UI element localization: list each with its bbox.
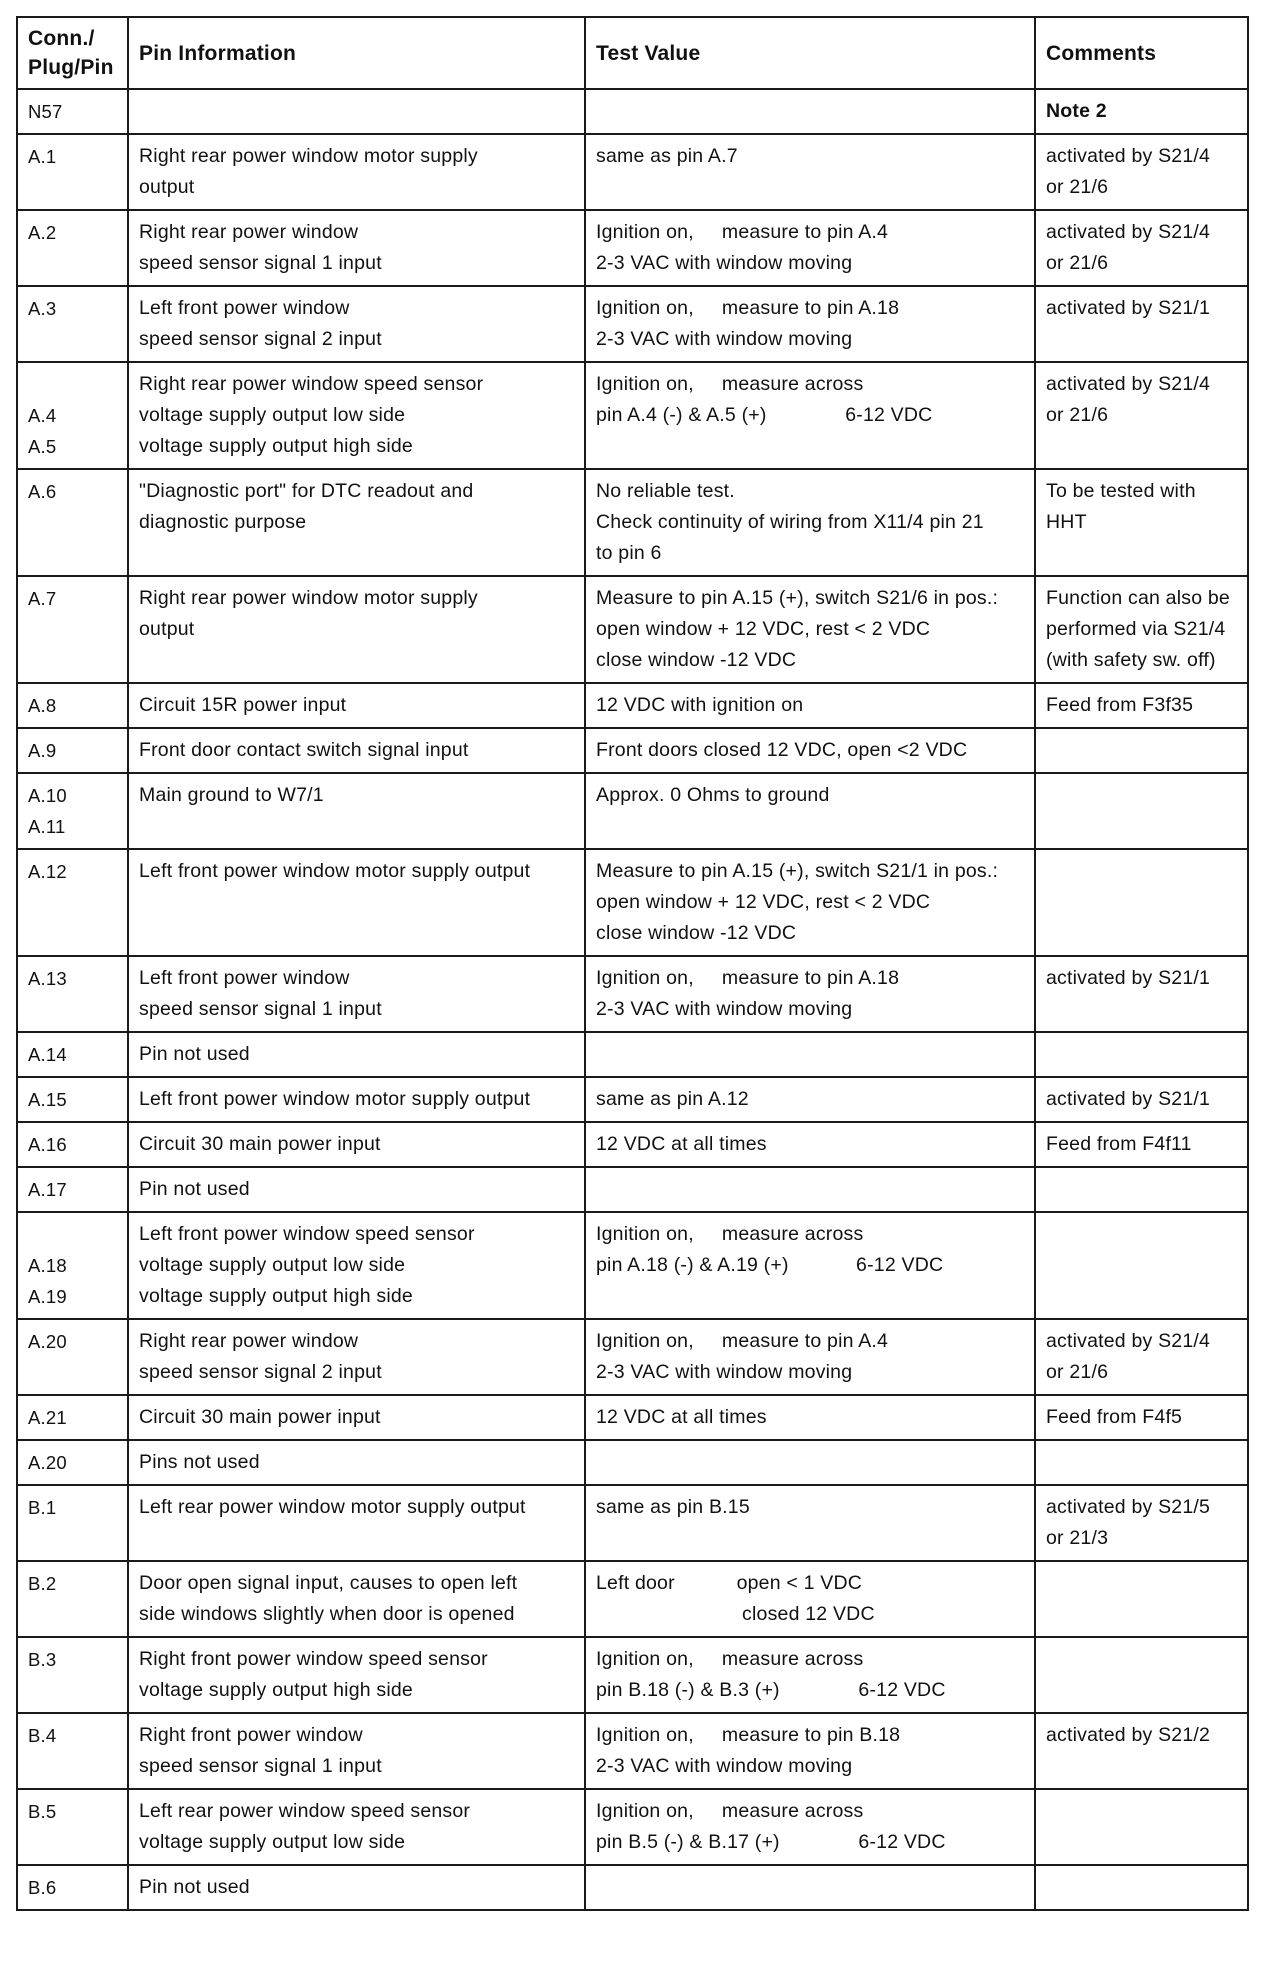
cell-comments (1035, 469, 1248, 576)
cell-comments (1035, 1713, 1248, 1789)
cell-test-value (585, 1865, 1035, 1910)
table-row (17, 134, 1248, 210)
cell-conn-text: A.8 (28, 695, 57, 716)
cell-comments (1035, 1485, 1248, 1561)
cell-comments-text (1046, 739, 1052, 761)
cell-comments (1035, 1032, 1248, 1077)
cell-conn-text: A.9 (28, 740, 57, 761)
cell-comments-text (1046, 1451, 1052, 1473)
table-row (17, 728, 1248, 773)
cell-pin-information (128, 956, 585, 1032)
cell-conn-text: A.16 (28, 1134, 67, 1155)
cell-pin-information (128, 683, 585, 728)
cell-conn (17, 89, 128, 134)
cell-pin-information (128, 1789, 585, 1865)
cell-conn (17, 1865, 128, 1910)
cell-comments (1035, 849, 1248, 956)
cell-comments-text: Feed from F4f11 (1046, 1133, 1192, 1155)
cell-comments-text (1046, 1572, 1052, 1594)
cell-pin-information-text: Front door contact switch signal input (139, 739, 469, 761)
cell-test-value (585, 1637, 1035, 1713)
cell-test-value (585, 286, 1035, 362)
cell-conn (17, 576, 128, 683)
cell-conn-text: A.7 (28, 588, 57, 609)
cell-test-value-text (596, 1043, 602, 1065)
table-row (17, 1319, 1248, 1395)
cell-test-value (585, 956, 1035, 1032)
table-row (17, 1032, 1248, 1077)
pin-assignment-table (16, 16, 1249, 1911)
table-row (17, 1212, 1248, 1319)
cell-pin-information (128, 1485, 585, 1561)
cell-comments-text: activated by S21/4 or 21/6 (1046, 221, 1211, 274)
cell-conn (17, 1440, 128, 1485)
cell-pin-information-text (139, 100, 145, 122)
cell-conn-text: A.3 (28, 298, 57, 319)
cell-comments (1035, 1637, 1248, 1713)
cell-pin-information (128, 1395, 585, 1440)
cell-conn-text: A.20 (28, 1452, 67, 1473)
cell-test-value-text: Measure to pin A.15 (+), switch S21/6 in pos.: open window + 12 VDC, rest < 2 VDC close window -12 VDC (596, 587, 999, 671)
cell-pin-information-text: Right rear power window motor supply output (139, 587, 478, 640)
cell-test-value-text: 12 VDC at all times (596, 1406, 767, 1428)
cell-conn-text: B.4 (28, 1725, 57, 1746)
pin-assignment-document (16, 16, 1249, 1911)
cell-pin-information-text: Circuit 30 main power input (139, 1133, 381, 1155)
cell-test-value (585, 1713, 1035, 1789)
cell-comments-text: activated by S21/1 (1046, 1088, 1211, 1110)
cell-comments (1035, 1212, 1248, 1319)
table-row (17, 773, 1248, 849)
table-header-row (17, 17, 1248, 89)
cell-test-value-text: same as pin A.12 (596, 1088, 749, 1110)
cell-comments-text (1046, 1043, 1052, 1065)
cell-pin-information (128, 1122, 585, 1167)
cell-pin-information (128, 1865, 585, 1910)
cell-pin-information-text: Right rear power window motor supply output (139, 145, 478, 198)
cell-conn-text: A.1 (28, 146, 57, 167)
cell-pin-information (128, 773, 585, 849)
cell-conn-text: A.17 (28, 1179, 67, 1200)
cell-conn-text: A.13 (28, 968, 67, 989)
table-row (17, 576, 1248, 683)
cell-conn-text: A.21 (28, 1407, 67, 1428)
cell-test-value-text: Ignition on, measure to pin A.18 2-3 VAC with window moving (596, 967, 900, 1020)
table-body (17, 89, 1248, 1910)
cell-conn-text: B.3 (28, 1649, 57, 1670)
cell-test-value-text: Ignition on, measure across pin B.5 (-) & B.17 (+) 6-12 VDC (596, 1800, 946, 1853)
cell-test-value (585, 1212, 1035, 1319)
cell-comments-text: activated by S21/4 or 21/6 (1046, 1330, 1211, 1383)
cell-pin-information (128, 1032, 585, 1077)
cell-conn-text: B.2 (28, 1573, 57, 1594)
cell-test-value (585, 1319, 1035, 1395)
cell-comments (1035, 1789, 1248, 1865)
cell-comments-text (1046, 1178, 1052, 1200)
cell-conn (17, 469, 128, 576)
cell-pin-information-text: Left front power window speed sensor signal 1 input (139, 967, 382, 1020)
cell-conn-text: A.14 (28, 1044, 67, 1065)
table-row (17, 89, 1248, 134)
cell-comments (1035, 956, 1248, 1032)
cell-comments-text: Feed from F4f5 (1046, 1406, 1183, 1428)
cell-conn (17, 134, 128, 210)
cell-pin-information-text: Pin not used (139, 1043, 250, 1065)
cell-test-value-text (596, 100, 602, 122)
cell-conn (17, 1637, 128, 1713)
cell-test-value (585, 134, 1035, 210)
cell-comments (1035, 1077, 1248, 1122)
cell-conn-text: A.18 A.19 (28, 1255, 67, 1307)
cell-pin-information (128, 849, 585, 956)
cell-pin-information-text: Left front power window motor supply output (139, 860, 531, 882)
cell-conn-text: A.2 (28, 222, 57, 243)
cell-conn-text: B.5 (28, 1801, 57, 1822)
table-row (17, 1865, 1248, 1910)
table-row (17, 849, 1248, 956)
cell-test-value (585, 1167, 1035, 1212)
table-row (17, 1713, 1248, 1789)
cell-conn (17, 1212, 128, 1319)
header-test-value: Test Value (585, 17, 1035, 89)
cell-conn-text: A.10 A.11 (28, 785, 67, 837)
cell-conn (17, 1122, 128, 1167)
cell-comments (1035, 210, 1248, 286)
cell-comments-text: activated by S21/5 or 21/3 (1046, 1496, 1211, 1549)
cell-conn-text: A.4 A.5 (28, 405, 57, 457)
cell-pin-information-text: Right rear power window speed sensor signal 1 input (139, 221, 382, 274)
cell-pin-information (128, 89, 585, 134)
cell-pin-information (128, 1212, 585, 1319)
cell-test-value (585, 469, 1035, 576)
cell-test-value (585, 773, 1035, 849)
cell-test-value (585, 1077, 1035, 1122)
table-row (17, 210, 1248, 286)
cell-conn (17, 286, 128, 362)
table-row (17, 1789, 1248, 1865)
cell-test-value-text: 12 VDC at all times (596, 1133, 767, 1155)
cell-test-value (585, 89, 1035, 134)
table-row (17, 469, 1248, 576)
header-conn-plug-pin (17, 17, 128, 89)
cell-pin-information (128, 1319, 585, 1395)
cell-pin-information (128, 1561, 585, 1637)
cell-test-value (585, 728, 1035, 773)
cell-test-value (585, 683, 1035, 728)
cell-comments-text (1046, 1223, 1052, 1245)
cell-pin-information-text: Left front power window motor supply output (139, 1088, 531, 1110)
table-row (17, 1077, 1248, 1122)
cell-pin-information (128, 728, 585, 773)
cell-pin-information-text: Pin not used (139, 1876, 250, 1898)
cell-comments-text: Feed from F3f35 (1046, 694, 1194, 716)
cell-test-value-text (596, 1876, 602, 1898)
cell-comments-text: To be tested with HHT (1046, 480, 1196, 533)
cell-test-value-text: Ignition on, measure to pin A.18 2-3 VAC with window moving (596, 297, 900, 350)
cell-test-value (585, 849, 1035, 956)
cell-test-value-text: Front doors closed 12 VDC, open <2 VDC (596, 739, 968, 761)
cell-pin-information-text: Left rear power window speed sensor voltage supply output low side (139, 1800, 471, 1853)
cell-pin-information (128, 1167, 585, 1212)
cell-pin-information-text: Pin not used (139, 1178, 250, 1200)
table-row (17, 1167, 1248, 1212)
cell-test-value-text (596, 1178, 602, 1200)
cell-test-value-text: Approx. 0 Ohms to ground (596, 784, 830, 806)
cell-comments (1035, 773, 1248, 849)
cell-conn (17, 773, 128, 849)
cell-conn (17, 1713, 128, 1789)
cell-conn-text: B.1 (28, 1497, 57, 1518)
cell-comments (1035, 1865, 1248, 1910)
cell-conn (17, 362, 128, 469)
cell-comments-text (1046, 860, 1052, 882)
cell-conn (17, 210, 128, 286)
cell-comments (1035, 1167, 1248, 1212)
cell-comments-text: activated by S21/4 or 21/6 (1046, 145, 1211, 198)
cell-test-value-text: Ignition on, measure across pin A.4 (-) & A.5 (+) 6-12 VDC (596, 373, 933, 426)
table-row (17, 1122, 1248, 1167)
cell-pin-information-text: Left rear power window motor supply output (139, 1496, 526, 1518)
cell-pin-information-text: Circuit 15R power input (139, 694, 347, 716)
header-pin-information: Pin Information (128, 17, 585, 89)
cell-conn-text: B.6 (28, 1877, 57, 1898)
cell-comments (1035, 1561, 1248, 1637)
cell-comments-text: activated by S21/1 (1046, 967, 1211, 989)
cell-pin-information (128, 1713, 585, 1789)
cell-comments (1035, 89, 1248, 134)
cell-pin-information-text: Door open signal input, causes to open left side windows slightly when door is opened (139, 1572, 518, 1625)
cell-conn (17, 1077, 128, 1122)
cell-test-value-text (596, 1451, 602, 1473)
cell-conn (17, 683, 128, 728)
cell-test-value-text: Ignition on, measure to pin A.4 2-3 VAC with window moving (596, 1330, 889, 1383)
cell-conn (17, 1395, 128, 1440)
cell-test-value (585, 1485, 1035, 1561)
cell-test-value-text: Ignition on, measure to pin B.18 2-3 VAC with window moving (596, 1724, 901, 1777)
cell-pin-information-text: Right front power window speed sensor voltage supply output high side (139, 1648, 488, 1701)
cell-comments (1035, 286, 1248, 362)
cell-comments-text: Note 2 (1046, 100, 1107, 122)
cell-comments (1035, 1122, 1248, 1167)
cell-test-value (585, 1561, 1035, 1637)
table-row (17, 1440, 1248, 1485)
cell-comments-text (1046, 1876, 1052, 1898)
cell-conn (17, 1319, 128, 1395)
cell-test-value-text: same as pin A.7 (596, 145, 738, 167)
cell-comments (1035, 362, 1248, 469)
cell-test-value-text: Left door open < 1 VDC closed 12 VDC (596, 1572, 875, 1625)
table-row (17, 1561, 1248, 1637)
cell-conn (17, 1032, 128, 1077)
cell-test-value (585, 1122, 1035, 1167)
cell-pin-information (128, 134, 585, 210)
cell-pin-information (128, 1440, 585, 1485)
cell-comments-text: activated by S21/1 (1046, 297, 1211, 319)
cell-pin-information-text: Right rear power window speed sensor signal 2 input (139, 1330, 382, 1383)
cell-test-value-text: same as pin B.15 (596, 1496, 750, 1518)
table-row (17, 1485, 1248, 1561)
cell-pin-information (128, 1077, 585, 1122)
cell-comments (1035, 1440, 1248, 1485)
cell-comments-text: Function can also be performed via S21/4 (with safety sw. off) (1046, 587, 1230, 671)
cell-comments (1035, 1319, 1248, 1395)
cell-test-value-text: Ignition on, measure across pin A.18 (-) & A.19 (+) 6-12 VDC (596, 1223, 944, 1276)
cell-comments (1035, 134, 1248, 210)
cell-pin-information (128, 469, 585, 576)
cell-test-value (585, 576, 1035, 683)
cell-pin-information-text: "Diagnostic port" for DTC readout and diagnostic purpose (139, 480, 474, 533)
cell-conn-text: A.12 (28, 861, 67, 882)
cell-test-value-text: 12 VDC with ignition on (596, 694, 804, 716)
header-conn-label: Conn./ Plug/Pin (28, 27, 114, 79)
cell-pin-information-text: Right front power window speed sensor signal 1 input (139, 1724, 382, 1777)
cell-comments-text (1046, 1800, 1052, 1822)
header-comments: Comments (1035, 17, 1248, 89)
cell-test-value-text: No reliable test. Check continuity of wiring from X11/4 pin 21 to pin 6 (596, 480, 984, 564)
cell-test-value (585, 362, 1035, 469)
cell-pin-information-text: Main ground to W7/1 (139, 784, 324, 806)
cell-pin-information-text: Right rear power window speed sensor voltage supply output low side voltage supply output high side (139, 373, 484, 457)
table-row (17, 362, 1248, 469)
cell-test-value (585, 210, 1035, 286)
cell-test-value (585, 1440, 1035, 1485)
cell-test-value (585, 1789, 1035, 1865)
table-row (17, 286, 1248, 362)
cell-conn (17, 1167, 128, 1212)
cell-test-value-text: Ignition on, measure across pin B.18 (-) & B.3 (+) 6-12 VDC (596, 1648, 946, 1701)
cell-comments-text (1046, 784, 1052, 806)
cell-pin-information-text: Pins not used (139, 1451, 260, 1473)
cell-comments-text: activated by S21/4 or 21/6 (1046, 373, 1211, 426)
cell-test-value-text: Measure to pin A.15 (+), switch S21/1 in pos.: open window + 12 VDC, rest < 2 VDC close window -12 VDC (596, 860, 999, 944)
table-row (17, 956, 1248, 1032)
cell-conn (17, 728, 128, 773)
cell-pin-information-text: Left front power window speed sensor signal 2 input (139, 297, 382, 350)
table-row (17, 1637, 1248, 1713)
cell-test-value-text: Ignition on, measure to pin A.4 2-3 VAC with window moving (596, 221, 889, 274)
cell-pin-information (128, 210, 585, 286)
cell-pin-information-text: Circuit 30 main power input (139, 1406, 381, 1428)
cell-conn-text: A.15 (28, 1089, 67, 1110)
cell-pin-information-text: Left front power window speed sensor voltage supply output low side voltage supply output high side (139, 1223, 475, 1307)
cell-test-value (585, 1395, 1035, 1440)
cell-pin-information (128, 286, 585, 362)
cell-comments-text (1046, 1648, 1052, 1670)
cell-pin-information (128, 576, 585, 683)
cell-conn (17, 956, 128, 1032)
cell-conn (17, 1561, 128, 1637)
cell-comments (1035, 683, 1248, 728)
cell-comments (1035, 576, 1248, 683)
table-row (17, 1395, 1248, 1440)
cell-pin-information (128, 362, 585, 469)
cell-conn (17, 1485, 128, 1561)
cell-pin-information (128, 1637, 585, 1713)
cell-test-value (585, 1032, 1035, 1077)
cell-conn (17, 1789, 128, 1865)
cell-comments (1035, 728, 1248, 773)
cell-comments-text: activated by S21/2 (1046, 1724, 1211, 1746)
cell-conn-text: A.6 (28, 481, 57, 502)
cell-comments (1035, 1395, 1248, 1440)
cell-conn-text: N57 (28, 101, 63, 122)
cell-conn (17, 849, 128, 956)
table-row (17, 683, 1248, 728)
cell-conn-text: A.20 (28, 1331, 67, 1352)
